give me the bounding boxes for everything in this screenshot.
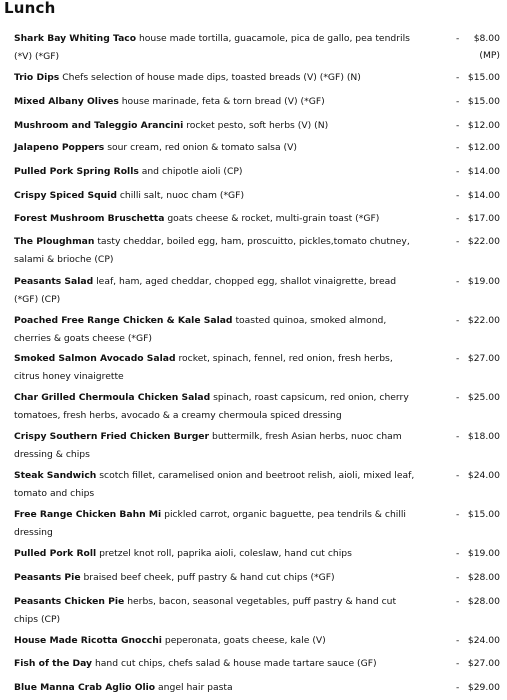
item-text [14,187,418,205]
item-text [14,312,418,347]
item-text [14,30,418,65]
item-name: The Ploughman [14,236,95,247]
item-price: $24.00 [467,635,500,646]
item-name: Pulled Pork Roll [14,548,97,559]
item-text [14,428,418,463]
price-dash: - [456,548,460,559]
price-dash: - [456,596,460,607]
item-description: herbs, bacon, seasonal vegetables, puff pastry & hand cut chips (CP) [14,596,397,625]
item-description: chilli salt, nuoc cham (*GF) [119,190,245,201]
item-description: spinach, roast capsicum, red onion, cherry tomatoes, fresh herbs, avocado & a creamy chermoula spiced dressing [14,392,409,421]
item-description: hand cut chips, chefs salad & house made tartare sauce (GF) [94,658,377,669]
item-name: Peasants Chicken Pie [14,596,125,607]
item-name: Jalapeno Poppers [14,142,105,153]
item-description: goats cheese & rocket, multi-grain toast (*GF) [167,213,380,224]
price-dash: - [456,142,460,153]
item-text [14,210,418,228]
item-description: braised beef cheek, puff pastry & hand cut chips (*GF) [83,572,335,583]
item-price: $22.00 [467,315,500,326]
price-dash: - [456,236,460,247]
item-name: Crispy Spiced Squid [14,190,117,201]
item-price: $18.00 [467,431,500,442]
price-dash: - [456,658,460,669]
price-dash: - [456,353,460,364]
item-name: Smoked Salmon Avocado Salad [14,353,176,364]
item-price: $14.00 [467,166,500,177]
item-text [14,117,418,135]
item-price-note: (MP) [479,50,500,61]
item-description: peperonata, goats cheese, kale (V) [164,635,326,646]
item-price: $14.00 [467,190,500,201]
price-dash: - [456,682,460,693]
item-price: $24.00 [467,470,500,481]
item-name: Forest Mushroom Bruschetta [14,213,165,224]
item-price: $28.00 [467,572,500,583]
item-text [14,233,418,268]
price-dash: - [456,190,460,201]
item-name: Poached Free Range Chicken & Kale Salad [14,315,233,326]
price-dash: - [456,635,460,646]
item-description: pretzel knot roll, paprika aioli, coleslaw, hand cut chips [99,548,352,559]
item-description: house made tortilla, guacamole, pica de gallo, pea tendrils (*V) (*GF) [14,33,410,62]
item-text [14,93,418,111]
item-price: $15.00 [467,96,500,107]
item-text [14,506,418,541]
item-name: Peasants Salad [14,276,94,287]
item-description: buttermilk, fresh Asian herbs, nuoc cham dressing & chips [14,431,402,460]
item-text [14,273,418,308]
item-description: toasted quinoa, smoked almond, cherries & goats cheese (*GF) [14,315,387,344]
item-name: Free Range Chicken Bahn Mi [14,509,162,520]
item-price: $19.00 [467,548,500,559]
price-dash: - [456,166,460,177]
item-price: $12.00 [467,142,500,153]
item-description: sour cream, red onion & tomato salsa (V) [107,142,297,153]
item-text [14,139,418,157]
item-description: scotch fillet, caramelised onion and beetroot relish, aioli, mixed leaf, tomato and chips [14,470,415,499]
price-dash: - [456,431,460,442]
item-name: Mixed Albany Olives [14,96,119,107]
item-name: House Made Ricotta Gnocchi [14,635,162,646]
price-dash: - [456,509,460,520]
price-dash: - [456,120,460,131]
item-price: $25.00 [467,392,500,403]
item-name: Char Grilled Chermoula Chicken Salad [14,392,211,403]
item-text [14,69,418,87]
price-dash: - [456,572,460,583]
price-dash: - [456,33,460,44]
item-price: $19.00 [467,276,500,287]
item-description: rocket pesto, soft herbs (V) (N) [186,120,329,131]
item-description: house marinade, feta & torn bread (V) (*GF) [121,96,325,107]
item-description: angel hair pasta [158,682,233,693]
item-text [14,632,418,650]
item-price: $15.00 [467,509,500,520]
price-dash: - [456,392,460,403]
price-dash: - [456,315,460,326]
item-name: Steak Sandwich [14,470,97,481]
price-dash: - [456,96,460,107]
item-name: Shark Bay Whiting Taco [14,33,137,44]
item-name: Peasants Pie [14,572,81,583]
item-description: Chefs selection of house made dips, toasted breads (V) (*GF) (N) [62,72,361,83]
item-price: $12.00 [467,120,500,131]
item-text [14,389,418,424]
item-description: tasty cheddar, boiled egg, ham, proscuitto, pickles,tomato chutney, salami & brioche (CP) [14,236,410,265]
item-name: Pulled Pork Spring Rolls [14,166,139,177]
price-dash: - [456,213,460,224]
item-text [14,350,418,385]
item-text [14,655,418,673]
item-name: Blue Manna Crab Aglio Olio [14,682,156,693]
item-price: $27.00 [467,353,500,364]
item-price: $28.00 [467,596,500,607]
item-price: $8.00 [473,33,500,44]
item-price: $22.00 [467,236,500,247]
item-text [14,569,418,587]
item-text [14,467,418,502]
price-dash: - [456,72,460,83]
page-title: Lunch [4,0,56,17]
item-name: Trio Dips [14,72,60,83]
item-description: and chipotle aioli (CP) [141,166,243,177]
item-description: pickled carrot, organic baguette, pea tendrils & chilli dressing [14,509,406,538]
item-price: $17.00 [467,213,500,224]
item-name: Fish of the Day [14,658,93,669]
price-dash: - [456,470,460,481]
item-name: Mushroom and Taleggio Arancini [14,120,184,131]
item-description: rocket, spinach, fennel, red onion, fresh herbs, citrus honey vinaigrette [14,353,393,382]
item-text [14,163,418,181]
price-dash: - [456,276,460,287]
item-text [14,593,418,628]
item-price: $29.00 [467,682,500,693]
item-text [14,679,418,697]
item-description: leaf, ham, aged cheddar, chopped egg, shallot vinaigrette, bread (*GF) (CP) [14,276,397,305]
item-name: Crispy Southern Fried Chicken Burger [14,431,210,442]
item-price: $27.00 [467,658,500,669]
item-price: $15.00 [467,72,500,83]
item-text [14,545,418,563]
